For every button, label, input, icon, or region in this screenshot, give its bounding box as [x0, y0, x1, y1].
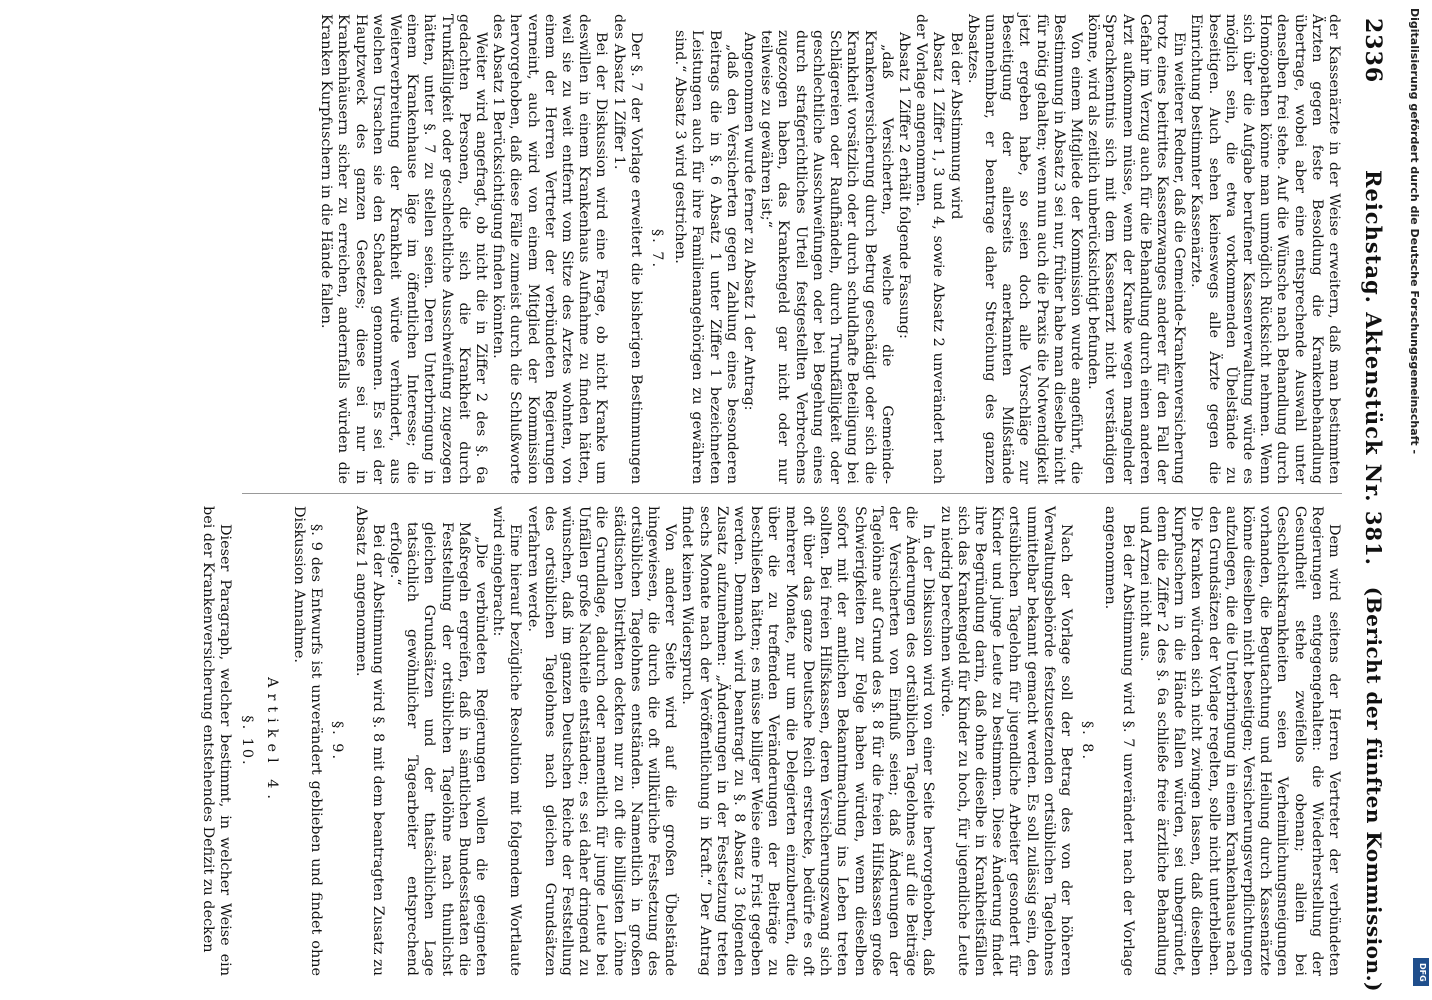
header-title: Reichstag. Aktenstück Nr. 381.	[1361, 170, 1386, 566]
quoted-provision: „daß den Versicherten gegen Zahlung eines besonderen Beitrags die in §. 6 Absatz 1 unter Ziffer 1 bezeichneten Leistungen auch für ihre Familienangehörigen zu gewähren sind.“ Absatz 3 wird gestrichen.	[672, 30, 740, 484]
paragraph: Angenommen wurde ferner zu Absatz 1 der Antrag:	[741, 32, 758, 411]
column-divider	[242, 493, 1342, 494]
left-column	[317, 14, 1342, 484]
article-heading: Artikel 4.	[263, 677, 280, 805]
paragraph: In der Diskussion wird von einer Seite hervorgehoben, daß die Änderungen des ortsüblichen Tagelohnes auf die Beiträge der Versicherten von Einfluß seien; daß Änderungen der Tagelöhne auf Grund des §. 8 für die freien Hilfskassen große Schwierigkeiten zur Folge haben würden, wenn dieselben sofort mit der amtlichen Bekanntmachung ins Leben treten sollten. Bei freien Hilfskassen, deren Versicherungszwang sich oft über das ganze Deutsche Reich erstrecke, bedürfe es oft mehrerer Monate, nur um die Delegierten einzuberufen, die über die zu treffenden Veränderungen der Beiträge zu beschließen hätten; es müsse billiger Weise eine Frist gegeben werden. Demnach wird beantragt zu §. 8 Absatz 3 folgenden Zusatz aufzunehmen: „Änderungen in der Festsetzung treten sechs Monate nach der Veröffentlichung in Kraft.“ Der Antrag findet keinen Widerspruch.	[679, 506, 937, 976]
credit-text: Digitalisierung gefördert durch die Deutsche Forschungsgemeinschaft -	[1408, 8, 1421, 455]
page-number: 2336	[1360, 18, 1386, 84]
paragraph: Dem wird seitens der Herren Vertreter der verbündeten Regierungen entgegengehalten: die Wiederherstellung der Gesundheit stehe zweifellos obenan; allein bei Geschlechtskrankheiten seien Verheimlichungsneigungen vorhanden, die Begutachtung und Heilung durch Kassenärzte könne dieselben nicht beseitigen; Versicherungsverpflichtungen aufzulegen, die die Unterbringung in einem Krankenhause nach den Grundsätzen der Vorlage regelten, solle nicht unterbleiben. Die Kranken würden sich nicht zwingen lassen, daß dieselben Kurpfuschern in die Hände fallen würden, sei unbegründet, denn die Ziffer 2 des §. 6a schließe freie ärztliche Behandlung und Arznei nicht aus.	[1136, 506, 1342, 976]
paragraph: Dieser Paragraph, welcher bestimmt, in welcher Weise ein bei der Krankenversicherung entstehendes Defizit zu decken	[200, 506, 234, 976]
paragraph: Von anderer Seite wird auf die großen Übelstände hingewiesen, die durch die oft willkürliche Festsetzung des ortsüblichen Tagelohnes entständen. Namentlich in großen städtischen Distrikten deckten nur zu oft die billigsten Löhne die Grundlage, dadurch oder namentlich für junge Leute bei Unfällen große Nachteile entständen; es sei daher dringend zu wünschen, daß im ganzen Deutschen Reiche der Feststellung des ortsüblichen Tagelohnes nach gleichen Grundsätzen verfahren werde.	[524, 506, 679, 976]
paragraph: Absatz 1 Ziffer 2 erhält folgende Fassung:	[895, 32, 912, 339]
header-section: (Bericht der fünften Kommission.)	[1362, 586, 1386, 992]
paragraph: §. 9 des Entwurfs ist unverändert geblieben und findet ohne Diskussion Annahme.	[291, 506, 325, 976]
section-heading: §. 10.	[238, 715, 255, 767]
paragraph: Von einem Mitgliede der Kommission wurde angeführt, die Bestimmung in Absatz 3 sei nur, früher habe man dieselbe nicht für nötig gehalten; wenn nun auch die Praxis die Notwendigkeit jetzt ergeben habe, so seien doch alle Vorschläge zur Beseitigung der allerseits anerkannten Mißstände unannehmbar, er beantrage daher Streichung des ganzen Absatzes.	[964, 14, 1084, 484]
quoted-provision: „daß Versicherten, welche die Gemeinde-Krankenversicherung durch Betrug geschädigt oder sich die Krankheit vorsätzlich oder durch schuldhafte Beteiligung bei Schlägereien oder Raufhändeln, durch Trunkfälligkeit oder geschlechtliche Ausschweifungen oder bei Begehung eines durch strafgerichtliches Urteil festgestellten Verbrechens zugezogen haben, das Krankengeld gar nicht oder nur teilweise zu gewähren ist;“	[758, 30, 895, 484]
running-header	[1350, 0, 1390, 1000]
paragraph: Bei der Diskussion wird eine Frage, ob nicht Kranke um deswillen in einem Krankenhaus Aufnahme zu finden hätten, weil sie zu weit entfernt vom Sitze des Arztes wohnten, von einem der Herren Vertreter der verbündeten Regierungen verneint, auch wird von einem Mitglied der Kommission hervorgehoben, daß diese Fälle zumeist durch die Schlußworte des Absatz 1 Berücksichtigung finden könnten.	[490, 14, 610, 484]
paragraph: der Kassenärzte in der Weise erweitern, daß man bestimmten Ärzten gegen feste Besoldung die Krankenbehandlung übertrage, wobei aber eine entsprechende Auswahl unter denselben frei stehe. Auf die Wünsche nach Behandlung durch Homöopathen könne man unmöglich Rücksicht nehmen. Wenn sich über die Aufgabe berufener Kassenverwaltung würde es möglich sein, die etwa vorkommenden Übelstände zu beseitigen. Auch sehen keineswegs alle Ärzte gegen die Einrichtung bestimmter Kassenärzte.	[1188, 14, 1342, 484]
paragraph: Absatz 1 Ziffer 1, 3 und 4, sowie Absatz 2 unverändert nach der Vorlage angenommen.	[913, 14, 947, 484]
scanned-page	[22, 0, 1402, 1000]
section-heading: §. 7.	[649, 228, 666, 270]
paragraph: Nach der Vorlage soll der Betrag des von der höheren Verwaltungsbehörde festzusetzenden ortsüblichen Tagelohnes unmittelbar bekannt gemacht werden. Es soll zulässig sein, den ortsüblichen Tagelohn für jugendliche Arbeiter gesondert für Kinder und junge Leute zu bestimmen. Diese Änderung findet ihre Begründung darin, daß ohne dieselbe in Krankheitsfällen sich das Krankengeld für Kinder zu hoch, für jugendliche Leute zu niedrig berechnen würde.	[937, 506, 1074, 976]
section-heading: §. 8.	[1079, 720, 1096, 762]
digitization-credit	[1408, 8, 1431, 992]
paragraph: Weiter wird angefragt, ob nicht die in Ziffer 2 des §. 6a gedachten Personen, die sich die Krankheit durch Trunkfälligkeit oder geschlechtliche Ausschweifung zugezogen hätten, unter §. 7 zu stellen seien. Deren Unterbringung in einem Krankenhause läge im öffentlichen Interesse; die Weiterverbreitung der Krankheit würde verhindert, aus welchen Ursachen sie den Schaden genommen. Es sei der Hauptzweck des ganzen Gesetzes; diese sei nur in Krankenhäusern sicher zu erreichen, andernfalls würden die Kranken Kurpfuschern in die Hände fallen.	[318, 14, 490, 484]
quoted-provision: „Die verbündeten Regierungen wollen die geeigneten Maßregeln ergreifen, daß in sämtlichen Bundesstaaten die Feststellung der ortsüblichen Tagelöhne nach thunlichst gleichen Grundsätzen und der thatsächlichen Lage tatsächlich gewöhnlicher Tagearbeiter entsprechend erfolge.“	[387, 522, 490, 976]
paragraph: Der §. 7 der Vorlage erweitert die bisherigen Bestimmungen des Absatz 1 Ziffer 1.	[610, 14, 644, 484]
right-column	[199, 506, 1342, 976]
paragraph: Bei der Abstimmung wird §. 8 mit dem beantragten Zusatz zu Absatz 1 angenommen.	[352, 506, 386, 976]
dfg-logo: DFG	[1413, 958, 1429, 986]
paragraph: Bei der Abstimmung wird	[947, 32, 964, 220]
paragraph: Bei der Abstimmung wird §. 7 unverändert nach der Vorlage angenommen.	[1102, 506, 1136, 976]
section-heading: §. 9.	[329, 720, 346, 762]
paragraph: Ein weiterer Redner, daß die Gemeinde-Krankenversicherung trotz eines beitrittes Kassenzwanges anderer für den Fall der Gefahr im Verzug auch für die Behandlung durch einen anderen Arzt aufkommen müsse, wenn der Kranke wegen mangelnder Sprachkenntnis sich mit dem Kassenarzt nicht verständigen könne, wird als zeitlich unberücksichtigt befunden.	[1085, 14, 1188, 484]
paragraph: Eine hierauf bezügliche Resolution mit folgendem Wortlaute wird eingebracht:	[490, 506, 524, 976]
